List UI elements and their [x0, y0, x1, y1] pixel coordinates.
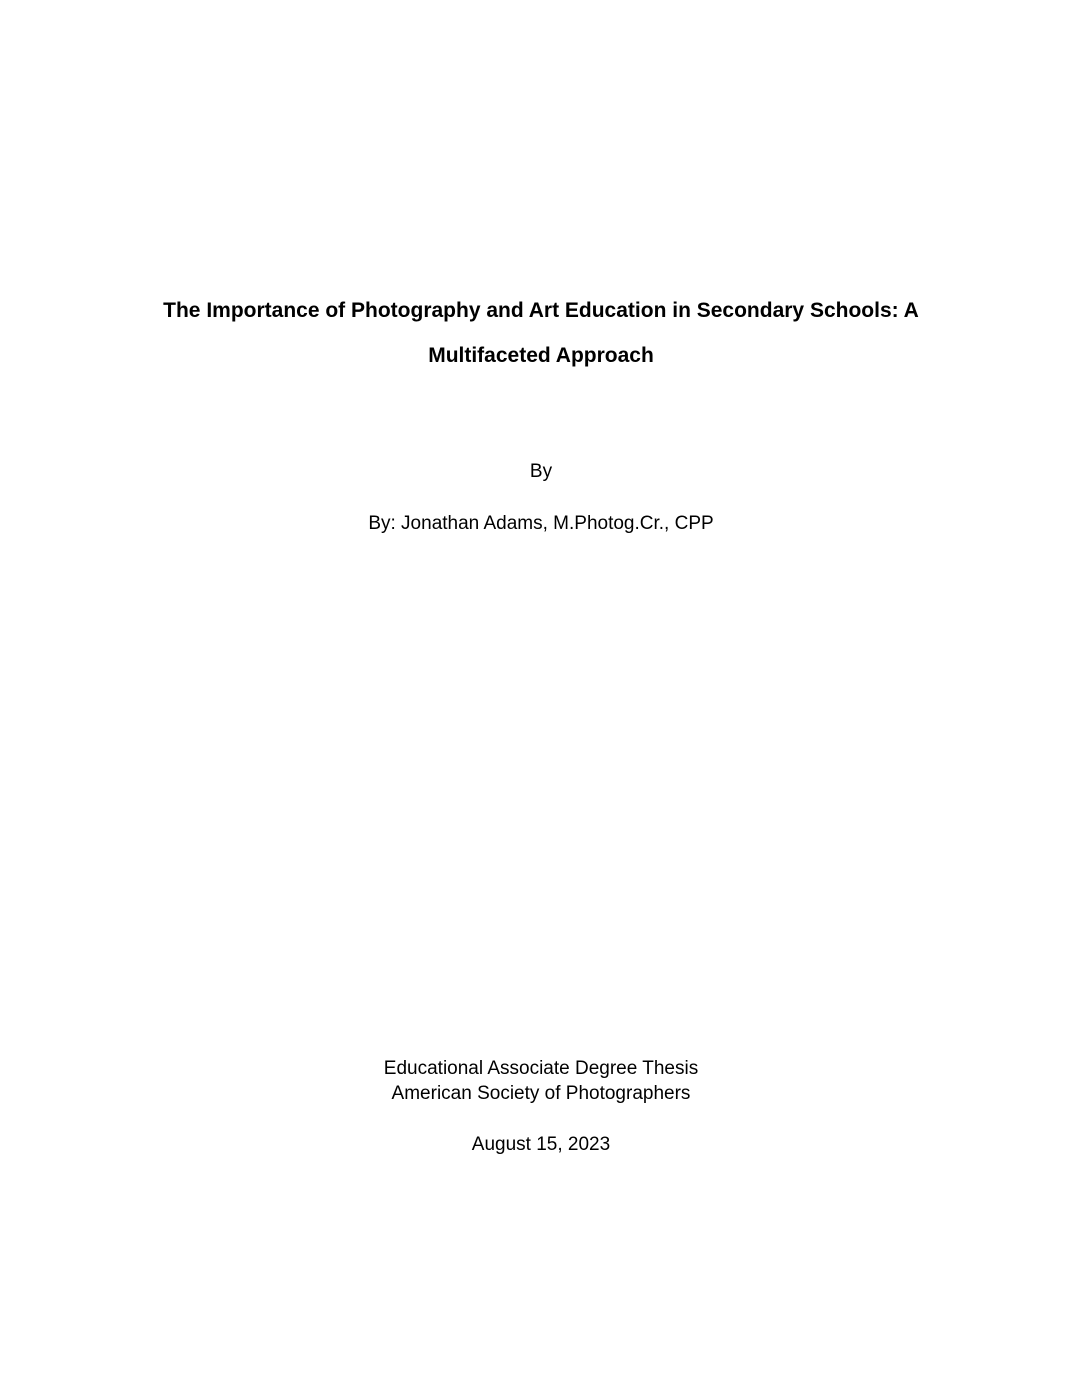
- document-title: The Importance of Photography and Art Education in Secondary Schools: A Multifaceted Approach: [163, 299, 919, 367]
- submission-date: August 15, 2023: [471, 1134, 611, 1155]
- institution-name: American Society of Photographers: [391, 1083, 691, 1104]
- degree-type: Educational Associate Degree Thesis: [383, 1058, 699, 1079]
- author-line: By: Jonathan Adams, M.Photog.Cr., CPP: [368, 513, 714, 534]
- by-label: By: [529, 461, 553, 482]
- degree-institution-block: [0, 1056, 1082, 1106]
